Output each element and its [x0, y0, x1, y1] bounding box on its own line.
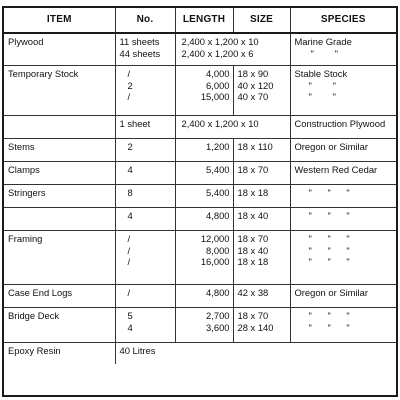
species-text: " " " — [308, 310, 350, 321]
no-text: 1 sheet — [119, 118, 151, 129]
species-cell — [290, 185, 396, 208]
length-text: 6,000 — [206, 79, 230, 91]
length-cell — [175, 308, 233, 343]
no-cell — [115, 116, 175, 139]
length-cell — [175, 285, 233, 308]
species-text: " " " — [308, 321, 350, 333]
length-text: 15,000 — [200, 91, 230, 102]
length-text: 4,800 — [206, 210, 230, 221]
size-text: 28 x 140 — [237, 321, 274, 333]
table-row — [4, 66, 396, 116]
item-text: Stems — [8, 141, 35, 152]
length-text: 1,200 — [206, 141, 230, 152]
species-text: " " " — [308, 210, 350, 221]
length-text: 16,000 — [200, 256, 230, 267]
item-cell — [4, 208, 115, 231]
length-text: 8,000 — [206, 244, 230, 256]
no-cell — [115, 285, 175, 308]
no-text: 44 sheets — [119, 47, 161, 59]
header-item: ITEM — [4, 8, 115, 33]
species-text: " " " — [308, 256, 350, 267]
size-text: 18 x 18 — [237, 187, 269, 198]
materials-list-sheet — [2, 6, 398, 397]
item-cell — [4, 231, 115, 285]
species-text: " " — [308, 91, 336, 102]
size-cell — [233, 231, 290, 285]
no-cell — [115, 139, 175, 162]
species-cell — [290, 285, 396, 308]
size-text: 18 x 40 — [237, 210, 269, 221]
no-text: 8 — [127, 187, 133, 198]
species-cell — [290, 116, 396, 139]
no-text: 11 sheets — [119, 36, 160, 47]
species-text: " " — [310, 47, 338, 59]
species-cell — [290, 33, 396, 66]
length-cell — [175, 208, 233, 231]
header-row — [4, 8, 396, 33]
item-text — [8, 210, 112, 222]
no-text: 4 — [127, 321, 133, 333]
item-text: Temporary Stock — [8, 68, 79, 79]
item-text — [8, 118, 112, 130]
item-cell — [4, 285, 115, 308]
table-row — [4, 285, 396, 308]
no-cell — [115, 231, 175, 285]
species-text: " " — [308, 79, 336, 91]
length-text: 4,800 — [206, 287, 230, 298]
item-cell — [4, 66, 115, 116]
no-cell — [115, 208, 175, 231]
table-row — [4, 162, 396, 185]
size-cell — [233, 208, 290, 231]
table-row — [4, 116, 396, 139]
length-cell — [175, 231, 233, 285]
item-text: Epoxy Resin — [8, 345, 61, 356]
species-cell — [290, 162, 396, 185]
no-cell — [115, 66, 175, 116]
header-species: SPECIES — [290, 8, 396, 33]
species-cell — [290, 139, 396, 162]
materials-table — [4, 8, 396, 364]
size-text: 40 x 120 — [237, 79, 274, 91]
species-cell — [290, 308, 396, 343]
no-text: / — [127, 256, 131, 267]
species-text: " " " — [308, 233, 350, 244]
length-cell — [175, 66, 233, 116]
item-cell — [4, 343, 115, 365]
item-text: Stringers — [8, 187, 46, 198]
no-text: / — [127, 244, 131, 256]
size-text: 18 x 90 — [237, 68, 269, 79]
item-cell — [4, 308, 115, 343]
item-cell — [4, 33, 115, 66]
no-text: 5 — [127, 310, 133, 321]
size-cell — [233, 139, 290, 162]
species-cell — [290, 208, 396, 231]
no-text: 4 — [127, 164, 133, 175]
length-text: 3,600 — [206, 321, 230, 333]
item-text: Bridge Deck — [8, 310, 60, 321]
size-cell — [233, 162, 290, 185]
length-cell — [175, 33, 290, 66]
no-cell — [115, 343, 396, 365]
no-text: 4 — [127, 210, 133, 221]
size-text: 18 x 70 — [237, 233, 269, 244]
table-row — [4, 185, 396, 208]
size-text: 18 x 18 — [237, 256, 269, 267]
item-cell — [4, 116, 115, 139]
species-cell — [290, 66, 396, 116]
size-text: 18 x 70 — [237, 310, 269, 321]
length-cell — [175, 162, 233, 185]
item-cell — [4, 139, 115, 162]
header-size: SIZE — [233, 8, 290, 33]
table-row — [4, 343, 396, 365]
no-text: / — [127, 233, 131, 244]
item-text: Plywood — [8, 36, 44, 47]
size-text: 40 x 70 — [237, 91, 269, 102]
size-text: 18 x 40 — [237, 244, 269, 256]
species-text: Stable Stock — [294, 68, 348, 79]
length-text: 2,400 x 1,200 x 6 — [181, 47, 254, 59]
table-row — [4, 231, 396, 285]
length-text: 5,400 — [206, 164, 230, 175]
length-cell — [175, 116, 290, 139]
length-cell — [175, 185, 233, 208]
no-text: / — [127, 91, 131, 102]
length-text: 2,700 — [206, 310, 230, 321]
species-cell — [290, 231, 396, 285]
length-cell — [175, 139, 233, 162]
length-text: 2,400 x 1,200 x 10 — [181, 36, 259, 47]
species-text: Marine Grade — [294, 36, 352, 47]
item-text: Clamps — [8, 164, 40, 175]
no-text: / — [127, 287, 131, 298]
size-cell — [233, 285, 290, 308]
header-no: No. — [115, 8, 175, 33]
no-cell — [115, 185, 175, 208]
item-cell — [4, 185, 115, 208]
size-text: 18 x 110 — [237, 141, 273, 152]
no-text: 40 Litres — [119, 345, 156, 356]
species-text: " " " — [308, 244, 350, 256]
length-text: 5,400 — [206, 187, 230, 198]
size-text: 18 x 70 — [237, 164, 269, 175]
no-text: 2 — [127, 141, 133, 152]
no-cell — [115, 308, 175, 343]
size-cell — [233, 185, 290, 208]
species-text: Construction Plywood — [294, 118, 386, 129]
species-text: Oregon or Similar — [294, 287, 368, 298]
no-cell — [115, 33, 175, 66]
no-text: / — [127, 68, 131, 79]
length-text: 2,400 x 1,200 x 10 — [181, 118, 259, 129]
table-row — [4, 308, 396, 343]
size-cell — [233, 308, 290, 343]
header-length: LENGTH — [175, 8, 233, 33]
table-row — [4, 33, 396, 66]
size-text: 42 x 38 — [237, 287, 269, 298]
item-text: Case End Logs — [8, 287, 73, 298]
length-text: 4,000 — [206, 68, 230, 79]
table-row — [4, 208, 396, 231]
species-text: Oregon or Similar — [294, 141, 368, 152]
item-text: Framing — [8, 233, 43, 244]
species-text: Western Red Cedar — [294, 164, 378, 175]
size-cell — [233, 66, 290, 116]
no-text: 2 — [127, 79, 133, 91]
no-cell — [115, 162, 175, 185]
item-cell — [4, 162, 115, 185]
table-row — [4, 139, 396, 162]
length-text: 12,000 — [200, 233, 230, 244]
species-text: " " " — [308, 187, 350, 198]
